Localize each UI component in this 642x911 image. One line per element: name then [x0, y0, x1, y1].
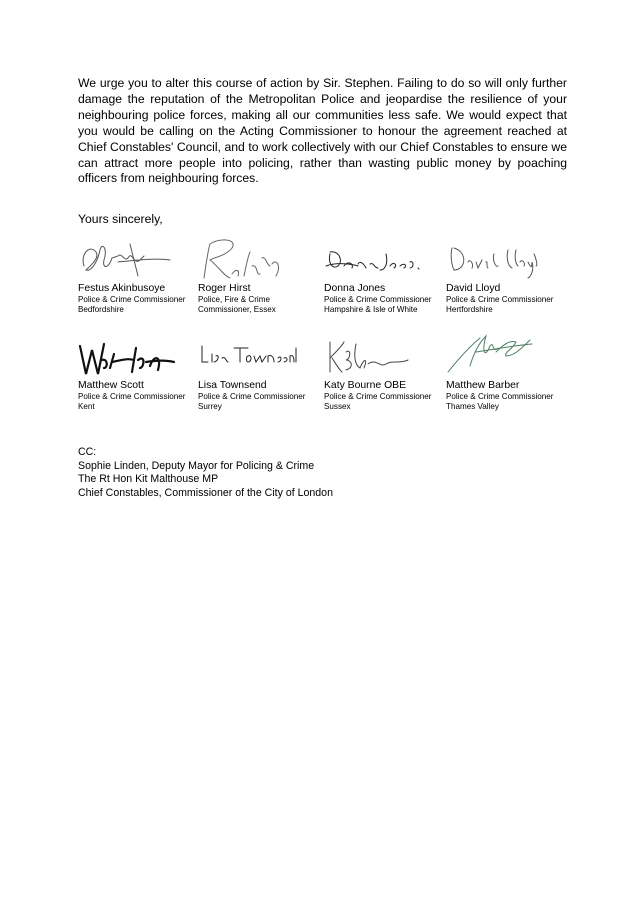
signatory-area: Hertfordshire: [446, 305, 493, 314]
handwritten-signature-lisa-townsend: [198, 338, 300, 374]
signatory-role: Police & Crime Commissioner: [78, 392, 186, 401]
signatory-area: Bedfordshire: [78, 305, 124, 314]
signature-block-roger-hirst: [198, 236, 322, 316]
signatory-area: Sussex: [324, 402, 351, 411]
signatory-name: Donna Jones: [324, 283, 386, 294]
signatory-area: Hampshire & Isle of White: [324, 305, 418, 314]
signatory-role: Police & Crime Commissioner: [446, 295, 554, 304]
signature-block-david-lloyd: [446, 236, 566, 316]
cc-recipient: Chief Constables, Commissioner of the City of London: [78, 486, 333, 499]
handwritten-signature-matthew-scott: [78, 338, 178, 378]
signatory-role: Police & Crime Commissioner: [198, 392, 306, 401]
signatory-role: Police & Crime Commissioner: [78, 295, 186, 304]
cc-recipient: Sophie Linden, Deputy Mayor for Policing & Crime: [78, 459, 315, 472]
signature-block-donna-jones: [324, 236, 446, 316]
signatory-area: Surrey: [198, 402, 222, 411]
signatory-role: Police & Crime Commissioner: [324, 295, 432, 304]
signature-block-lisa-townsend: [198, 338, 322, 418]
handwritten-signature-festus-akinbusoye: [78, 236, 173, 282]
signatory-name: Lisa Townsend: [198, 380, 267, 391]
signatory-name: Roger Hirst: [198, 283, 251, 294]
cc-recipient: The Rt Hon Kit Malthouse MP: [78, 473, 219, 486]
signatory-name: Matthew Barber: [446, 380, 520, 391]
cc-label: CC:: [78, 446, 97, 458]
letter-body-paragraph: We urge you to alter this course of action by Sir. Stephen. Failing to do so will only further damage the reputation of the Metropolitan Police and jeopardise the resilience of your neighbouring police forces, making all our communities less safe. We would expect that you would be calling on the Acting Commissioner to honour the agreement reached at Chief Constables' Council, and to work collectively with our Chief Constables to ensure we can attract more people into policing, rather than wasting public money by poaching officers from neighbouring forces.: [78, 76, 567, 186]
handwritten-signature-matthew-barber: [446, 326, 538, 376]
handwritten-signature-donna-jones: [324, 236, 424, 282]
signatory-role: Police, Fire & Crime: [198, 295, 270, 304]
signature-block-katy-bourne: [324, 338, 446, 418]
signatory-role: Police & Crime Commissioner: [324, 392, 432, 401]
signatory-name: David Lloyd: [446, 283, 501, 294]
letter-closing: Yours sincerely,: [78, 212, 163, 226]
signatory-area: Thames Valley: [446, 402, 499, 411]
signatory-area: Kent: [78, 402, 95, 411]
signature-block-festus-akinbusoye: [78, 236, 198, 316]
signature-block-matthew-barber: [446, 326, 566, 418]
cc-list: [78, 446, 333, 500]
handwritten-signature-roger-hirst: [198, 236, 288, 282]
signatory-role: Police & Crime Commissioner: [446, 392, 554, 401]
signature-block-matthew-scott: [78, 338, 198, 418]
handwritten-signature-david-lloyd: [446, 236, 542, 282]
handwritten-signature-katy-bourne: [324, 338, 420, 378]
signatory-name: Festus Akinbusoye: [78, 283, 166, 294]
signatory-name: Katy Bourne OBE: [324, 380, 407, 391]
signatory-area: Commissioner, Essex: [198, 305, 276, 314]
signatory-name: Matthew Scott: [78, 380, 144, 391]
